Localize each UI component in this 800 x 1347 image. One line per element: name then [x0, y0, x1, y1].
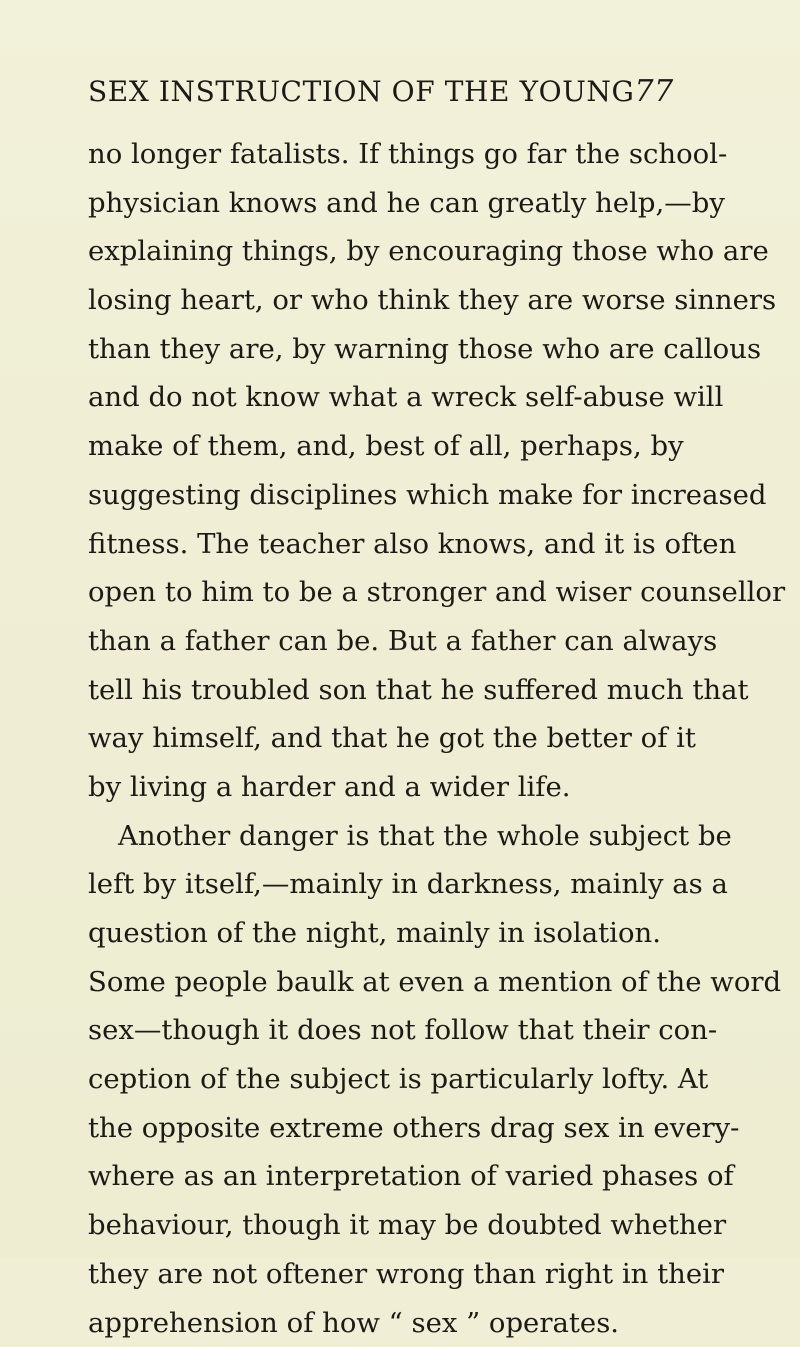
- paragraph-1: [88, 130, 648, 812]
- text-line: than they are, by warning those who are callous: [88, 325, 648, 374]
- text-line: apprehension of how “ sex ” operates.: [88, 1299, 648, 1347]
- text-line: make of them, and, best of all, perhaps, by: [88, 422, 648, 471]
- text-line: ception of the subject is particularly lofty. At: [88, 1055, 648, 1104]
- text-line: fitness. The teacher also knows, and it is often: [88, 520, 648, 569]
- text-line: they are not oftener wrong than right in their: [88, 1250, 648, 1299]
- text-line: no longer fatalists. If things go far the school-: [88, 130, 648, 179]
- text-line: tell his troubled son that he suffered much that: [88, 666, 648, 715]
- text-line: question of the night, mainly in isolation.: [88, 909, 648, 958]
- text-line: and do not know what a wreck self-abuse will: [88, 373, 648, 422]
- text-line: Another danger is that the whole subject be: [88, 812, 648, 861]
- text-line: behaviour, though it may be doubted whether: [88, 1201, 648, 1250]
- paragraph-2: [88, 812, 648, 1347]
- text-line: sex—though it does not follow that their con-: [88, 1006, 648, 1055]
- text-line: by living a harder and a wider life.: [88, 763, 648, 812]
- text-line: the opposite extreme others drag sex in every-: [88, 1104, 648, 1153]
- text-line: where as an interpretation of varied phases of: [88, 1152, 648, 1201]
- text-line: Some people baulk at even a mention of the word: [88, 958, 648, 1007]
- text-line: losing heart, or who think they are worse sinners: [88, 276, 648, 325]
- body-text: [88, 130, 648, 1347]
- text-line: explaining things, by encouraging those who are: [88, 227, 648, 276]
- text-line: way himself, and that he got the better of it: [88, 714, 648, 763]
- text-line: open to him to be a stronger and wiser counsellor: [88, 568, 648, 617]
- text-line: than a father can be. But a father can always: [88, 617, 648, 666]
- page-number: 77: [635, 74, 674, 109]
- text-line: physician knows and he can greatly help,—by: [88, 179, 648, 228]
- text-line: suggesting disciplines which make for increased: [88, 471, 648, 520]
- running-head-title: SEX INSTRUCTION OF THE YOUNG: [88, 75, 635, 108]
- text-line: left by itself,—mainly in darkness, mainly as a: [88, 860, 648, 909]
- running-head: [88, 74, 654, 114]
